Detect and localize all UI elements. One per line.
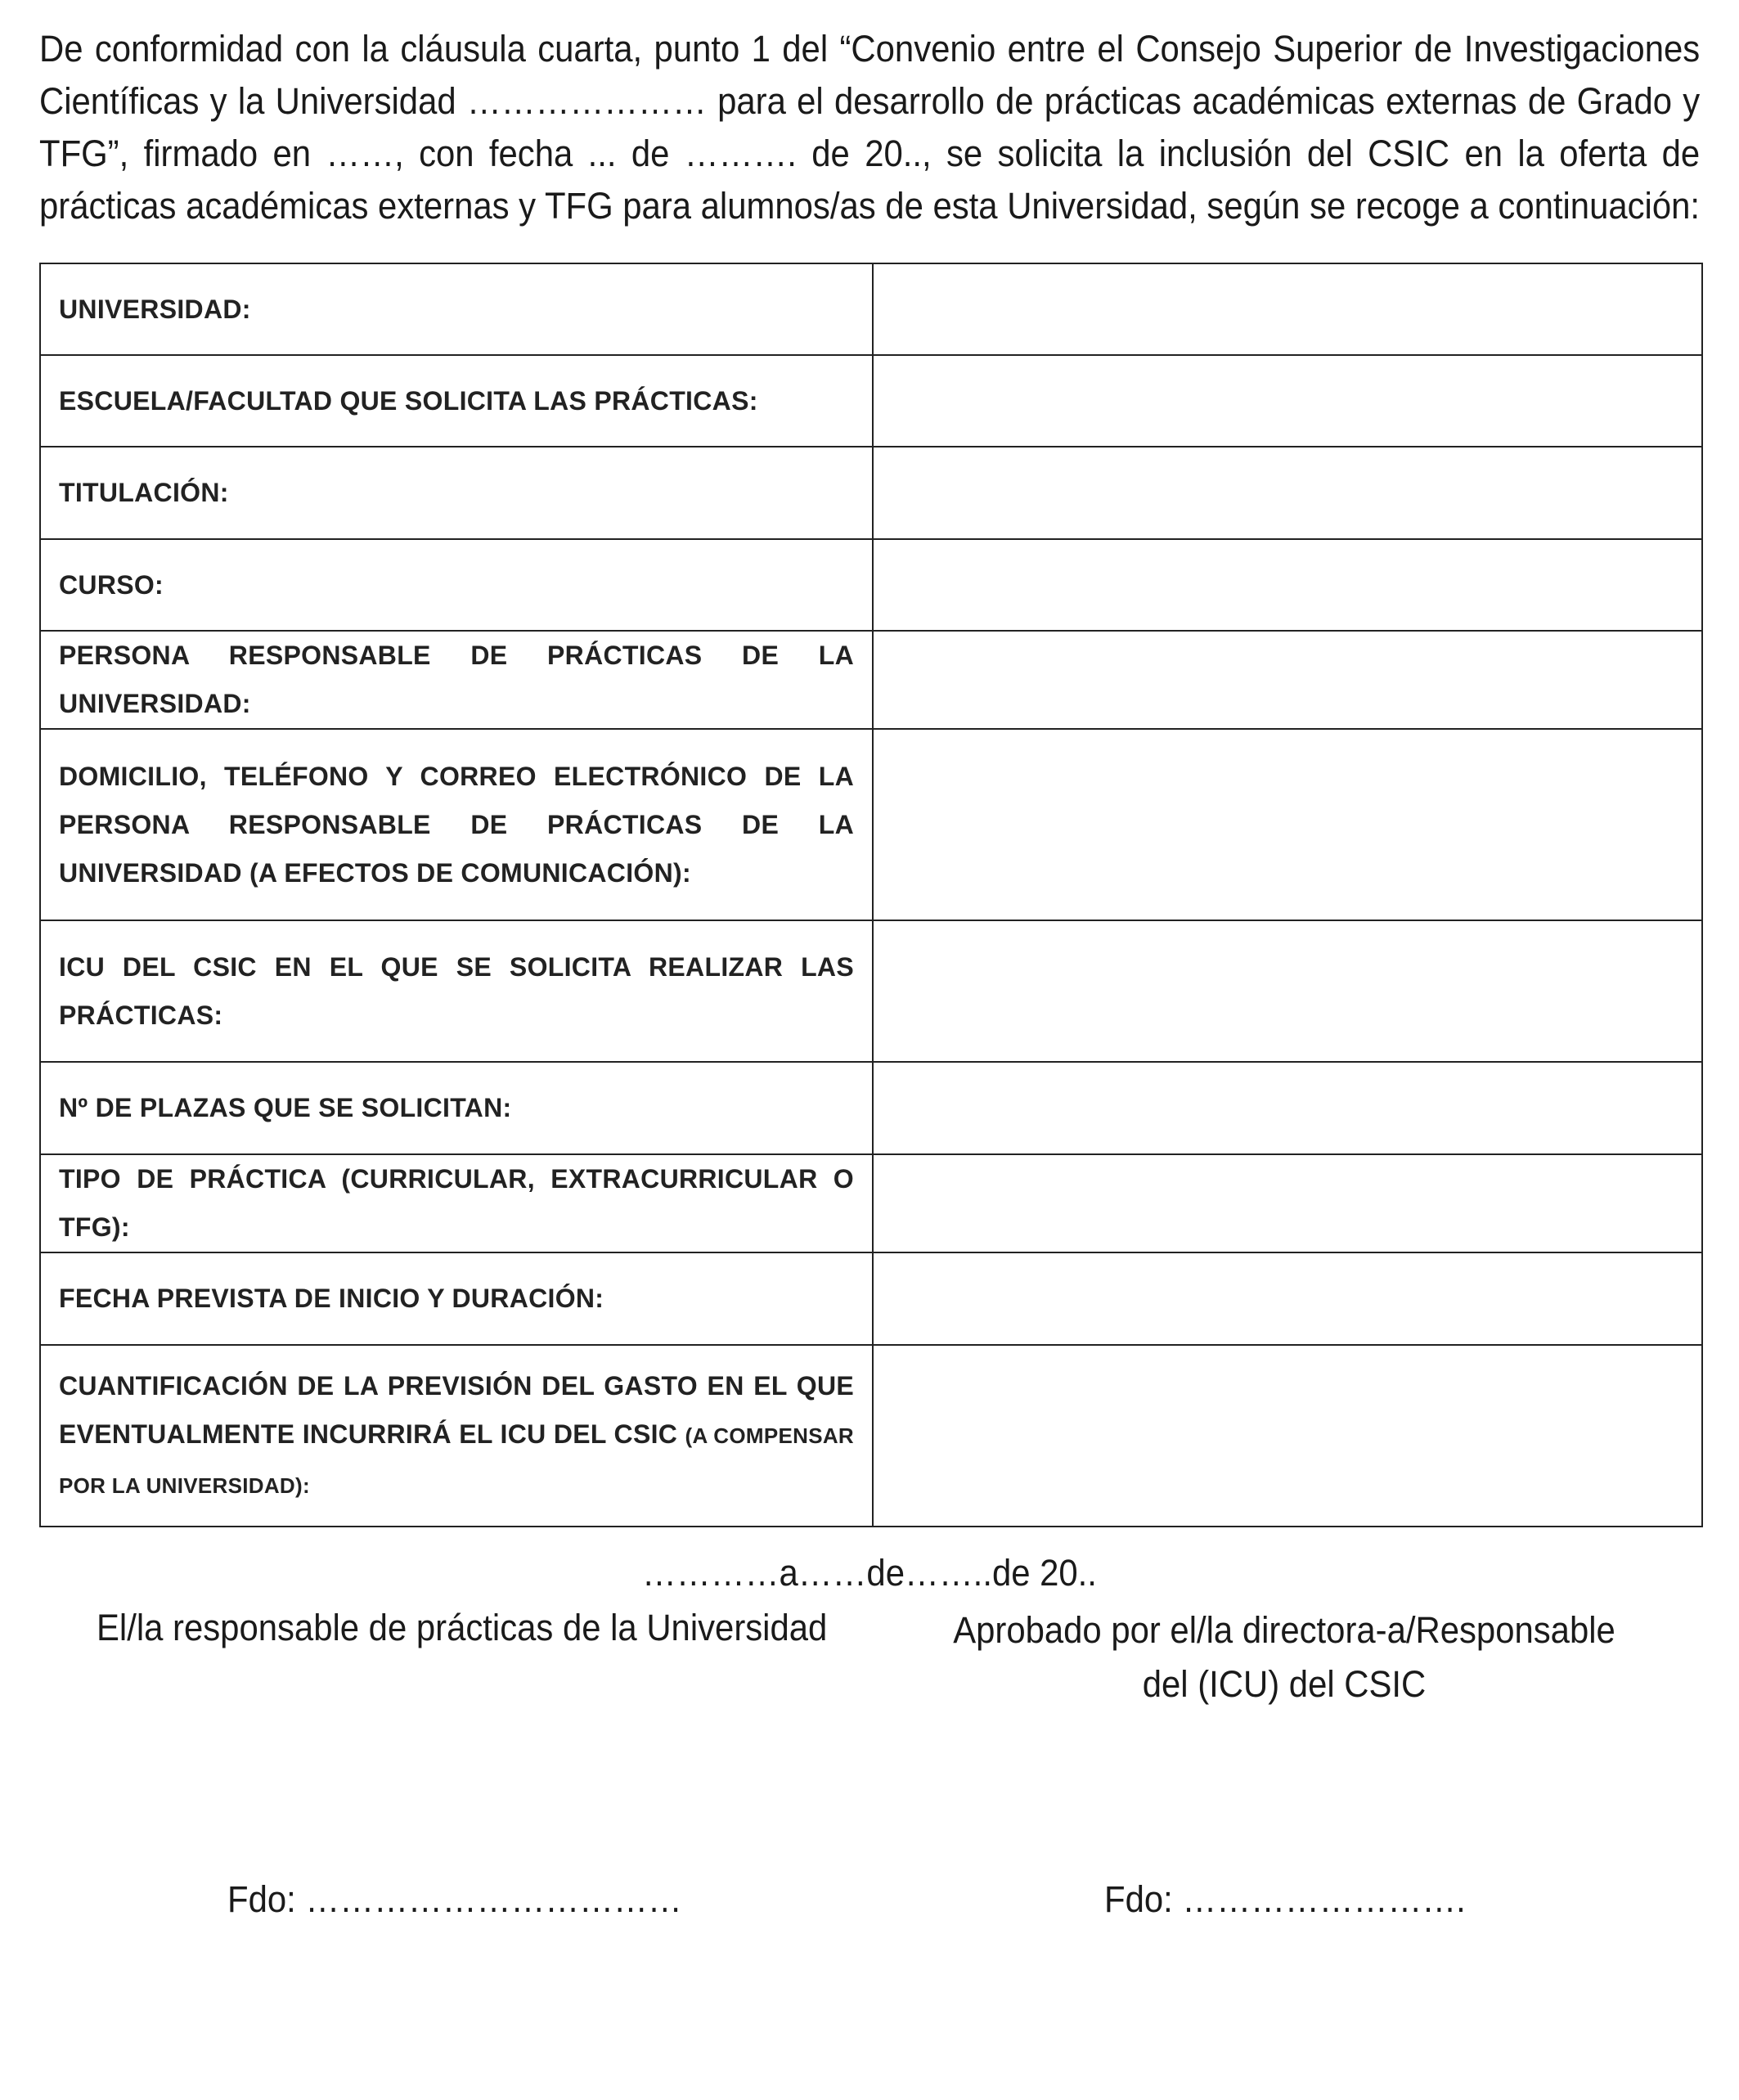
field-curso[interactable]	[873, 539, 1702, 631]
university-signer-title: El/la responsable de prácticas de la Universidad	[97, 1607, 828, 1648]
table-row	[40, 631, 1702, 729]
row-label-escuela-facultad: ESCUELA/FACULTAD QUE SOLICITA LAS PRÁCTICAS:	[40, 355, 873, 447]
row-label-cuantificacion-gasto	[40, 1345, 873, 1527]
request-form-table	[39, 263, 1703, 1527]
university-signature-line[interactable]: Fdo: ……………………………	[227, 1878, 682, 1920]
table-row	[40, 1154, 1702, 1252]
table-row	[40, 920, 1702, 1062]
row-label-cuantificacion-main: CUANTIFICACIÓN DE LA PREVISIÓN DEL GASTO EN EL QUE EVENTUALMENTE INCURRIRÁ EL ICU DEL CSIC	[59, 1370, 854, 1449]
row-label-cuantificacion-tail: (A COMPENSAR POR LA UNIVERSIDAD):	[59, 1423, 854, 1498]
field-plazas[interactable]	[873, 1062, 1702, 1154]
field-icu[interactable]	[873, 920, 1702, 1062]
csic-signature-line[interactable]: Fdo: …………………….	[1104, 1878, 1466, 1920]
field-universidad[interactable]	[873, 263, 1702, 355]
csic-approver-title: Aprobado por el/la directora-a/Responsable del (ICU) del CSIC	[953, 1609, 1615, 1705]
row-label-persona-responsable: PERSONA RESPONSABLE DE PRÁCTICAS DE LA UNIVERSIDAD:	[40, 631, 873, 729]
row-label-plazas: Nº DE PLAZAS QUE SE SOLICITAN:	[40, 1062, 873, 1154]
table-row	[40, 1062, 1702, 1154]
field-fecha-prevista[interactable]	[873, 1252, 1702, 1345]
table-row	[40, 1252, 1702, 1345]
table-row	[40, 539, 1702, 631]
row-label-universidad: UNIVERSIDAD:	[40, 263, 873, 355]
field-escuela-facultad[interactable]	[873, 355, 1702, 447]
row-label-fecha-prevista: FECHA PREVISTA DE INICIO Y DURACIÓN:	[40, 1252, 873, 1345]
table-row	[40, 1345, 1702, 1527]
field-domicilio-contacto[interactable]	[873, 729, 1702, 920]
field-persona-responsable[interactable]	[873, 631, 1702, 729]
intro-paragraph: De conformidad con la cláusula cuarta, punto 1 del “Convenio entre el Consejo Superior de Investigaciones Científicas y la Universidad ………………… para el desarrollo de prácticas académicas externas de Grado y TFG”, firmado en ……, con fecha ... de ………. de 20.., se solicita la inclusión del CSIC en la oferta de prácticas académicas externas y TFG para alumnos/as de esta Universidad, según se recoge a continuación:	[39, 28, 1701, 227]
table-row	[40, 447, 1702, 539]
row-label-titulacion: TITULACIÓN:	[40, 447, 873, 539]
row-label-domicilio-contacto: DOMICILIO, TELÉFONO Y CORREO ELECTRÓNICO DE LA PERSONA RESPONSABLE DE PRÁCTICAS DE LA UNIVERSIDAD (A EFECTOS DE COMUNICACIÓN):	[40, 729, 873, 920]
row-label-tipo-practica: TIPO DE PRÁCTICA (CURRICULAR, EXTRACURRICULAR O TFG):	[40, 1154, 873, 1252]
place-date-line: …………a……de……..de 20..	[642, 1552, 1097, 1594]
row-label-icu: ICU DEL CSIC EN EL QUE SE SOLICITA REALIZAR LAS PRÁCTICAS:	[40, 920, 873, 1062]
field-cuantificacion-gasto[interactable]	[873, 1345, 1702, 1527]
table-row	[40, 729, 1702, 920]
table-row	[40, 355, 1702, 447]
field-tipo-practica[interactable]	[873, 1154, 1702, 1252]
table-row	[40, 263, 1702, 355]
row-label-curso: CURSO:	[40, 539, 873, 631]
field-titulacion[interactable]	[873, 447, 1702, 539]
